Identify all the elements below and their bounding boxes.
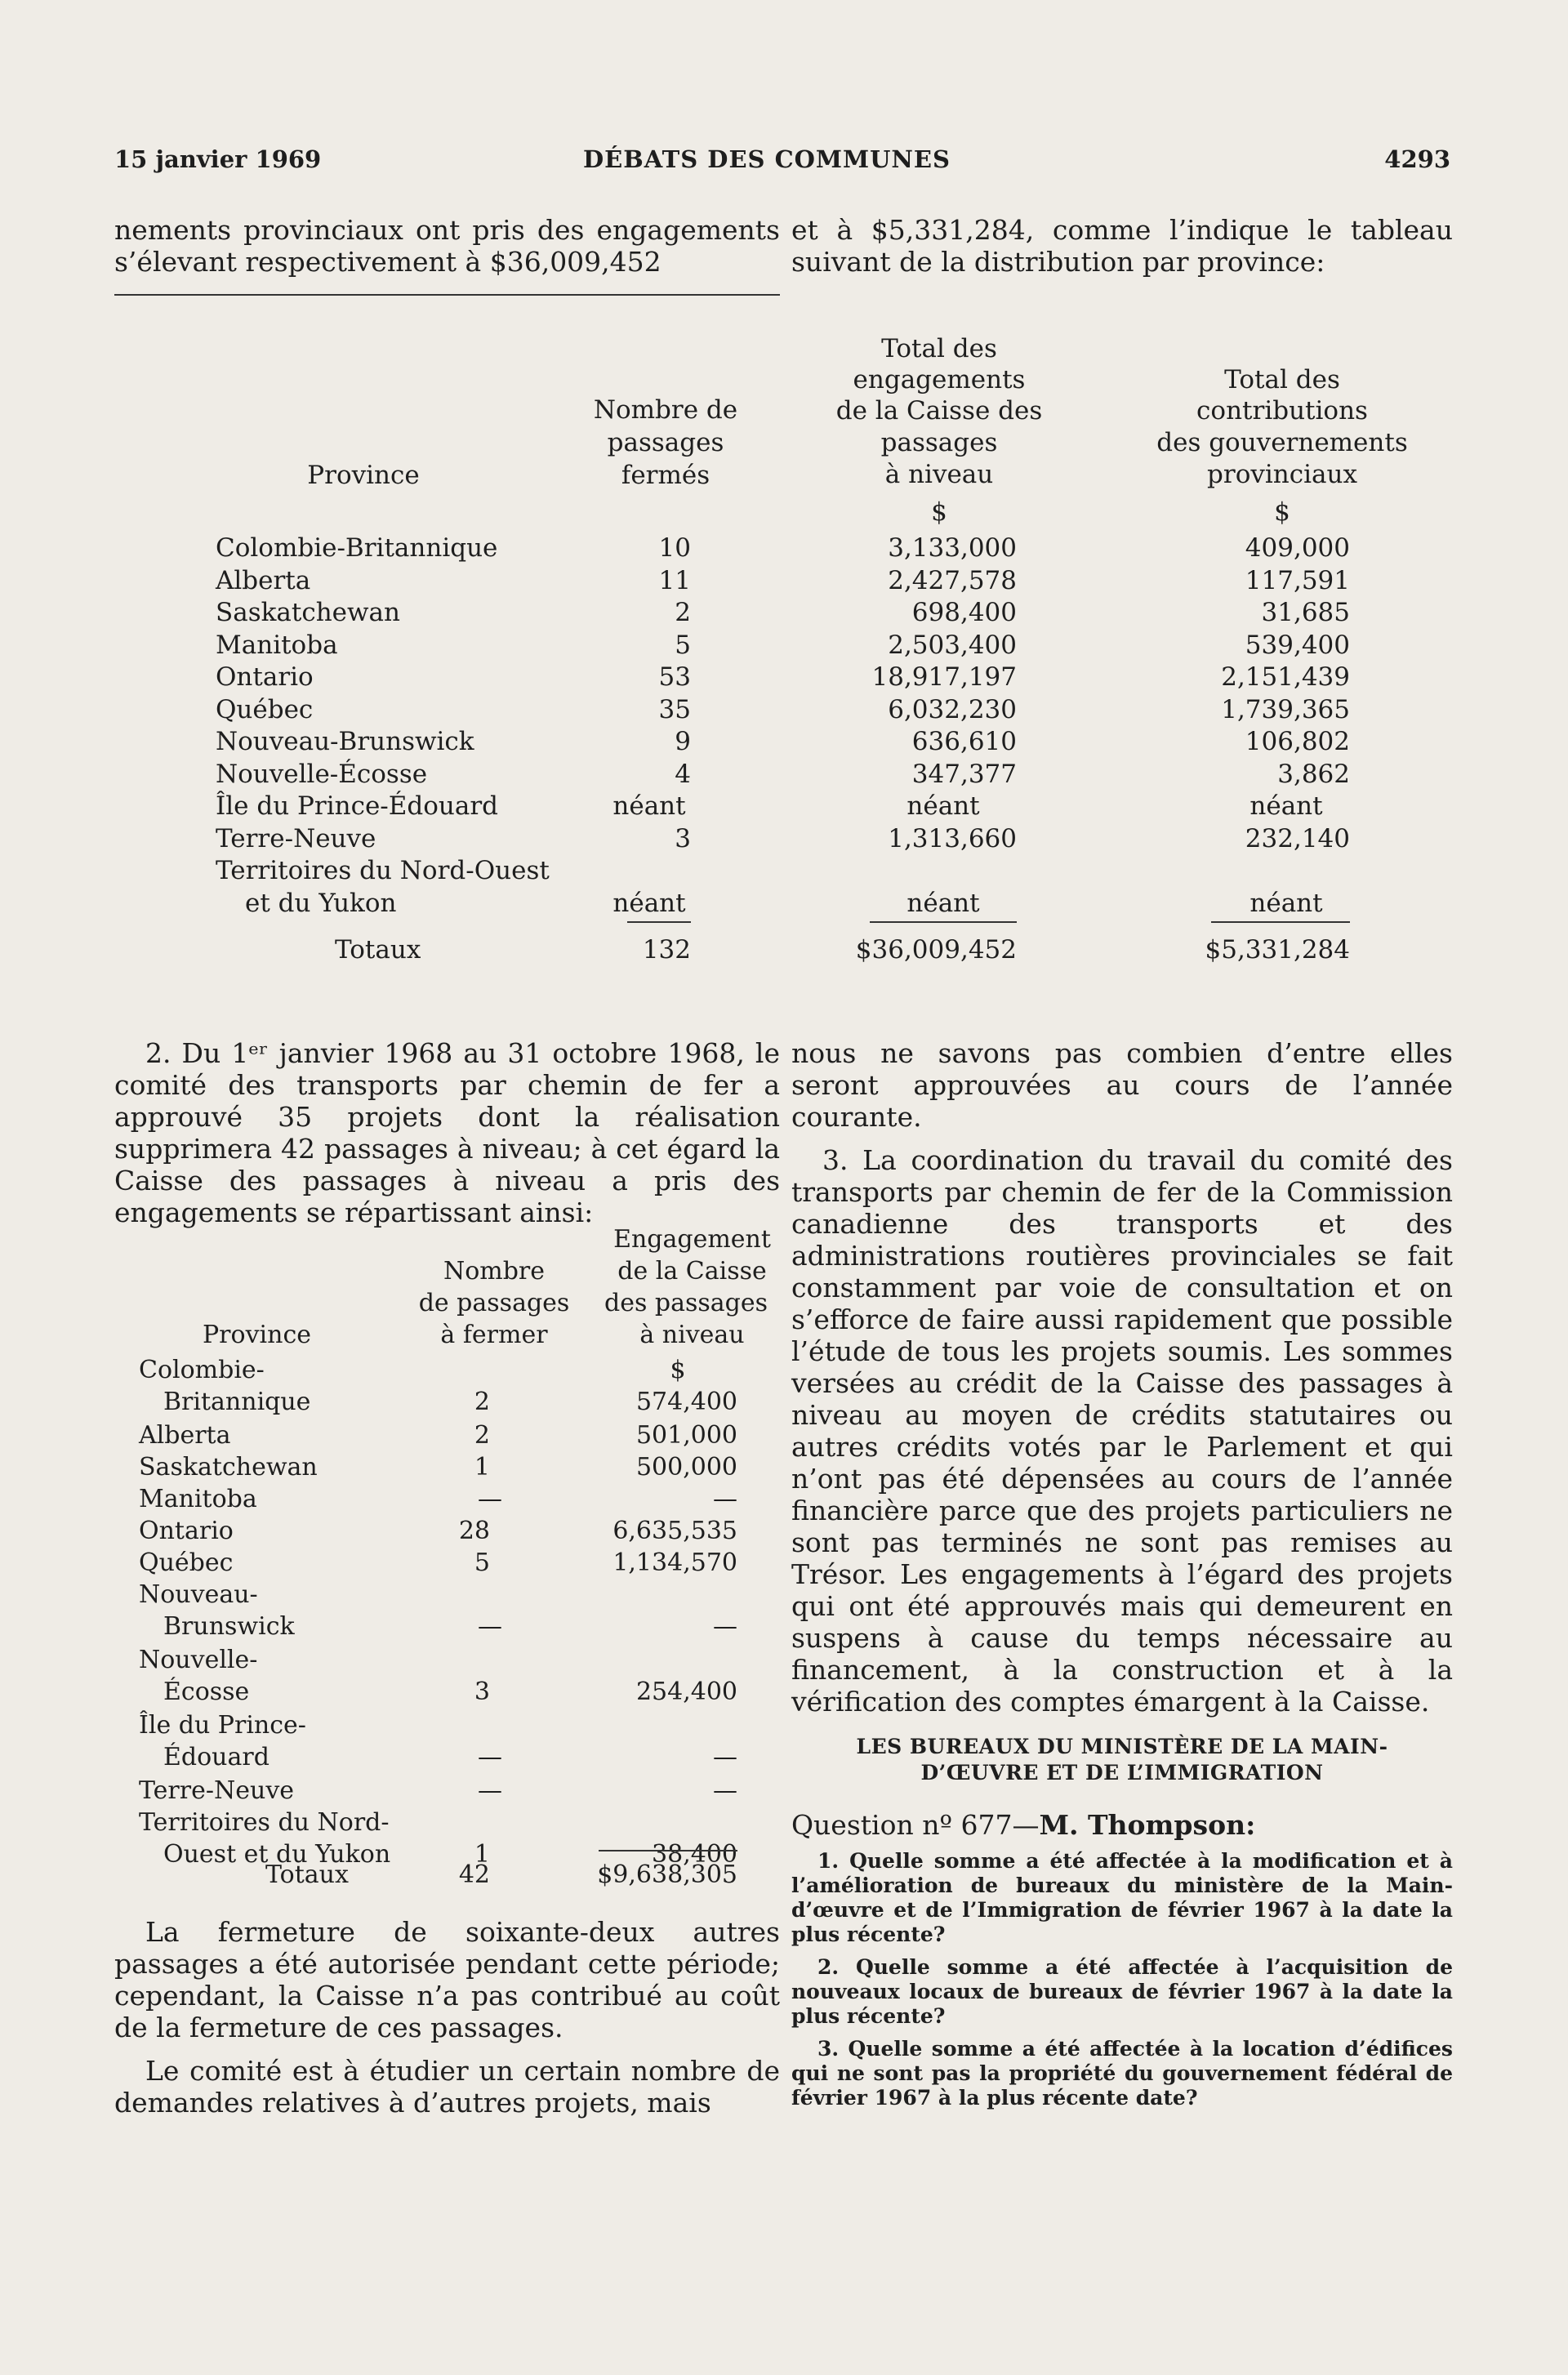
t1-dollar-caisse: $: [931, 497, 947, 527]
t1-caisse-cell: 347,377: [911, 759, 1017, 789]
t2-passages-cell: 2: [474, 1421, 490, 1450]
question-2: 2. Quelle somme a été affectée à l’acquisition de nouveaux locaux de bureaux de février 1967 à la date la plus récente?: [791, 1955, 1453, 2028]
t1-caisse-cell: 2,503,400: [888, 630, 1017, 660]
t1-passages-cell: 5: [675, 630, 691, 660]
t1-passages-cell: 4: [675, 759, 691, 789]
t1-passages-cell: 2: [675, 598, 691, 627]
question-1: 1. Quelle somme a été affectée à la modification et à l’amélioration de bureaux du ministère de la Main-d’œuvre et de l’Immigration de février 1967 à la date la plus récente?: [791, 1849, 1453, 1946]
t1-dollar-contrib: $: [1274, 497, 1290, 527]
t1-province-cell: Alberta: [216, 565, 311, 595]
left-paragraph-4: Le comité est à étudier un certain nombre de demandes relatives à d’autres projets, mais: [114, 2055, 780, 2119]
t2-caisse-cell: —: [713, 1485, 737, 1513]
t2-province-cell: Nouveau-: [139, 1580, 258, 1609]
t1-contrib-cell: 106,802: [1245, 727, 1350, 756]
t1-total-caisse: $36,009,452: [855, 935, 1017, 965]
t2-province-cell: Manitoba: [139, 1485, 257, 1513]
t1-province-cell: Île du Prince-Édouard: [216, 791, 499, 821]
t2-passages-cell: —: [478, 1485, 502, 1513]
t2-province-cell: Ouest et du Yukon: [163, 1840, 391, 1869]
t1-contrib-cell: 539,400: [1245, 630, 1350, 660]
section-title-line-1: LES BUREAUX DU MINISTÈRE DE LA MAIN-: [856, 1735, 1388, 1758]
t1-total-passages: 132: [642, 935, 691, 965]
t2-passages-cell: 3: [474, 1678, 490, 1706]
t1-header-caisse-5: à niveau: [884, 460, 994, 489]
t1-rule-caisse: [870, 921, 1017, 923]
page-number: 4293: [1384, 145, 1450, 173]
t1-rule-contrib: [1211, 921, 1350, 923]
t2-caisse-cell: 38,400: [652, 1840, 737, 1869]
t1-header-caisse-1: Total des: [881, 334, 997, 363]
t1-header-contrib-1: Total des: [1224, 365, 1340, 394]
t1-passages-cell: 10: [658, 533, 691, 563]
t1-passages-cell: 53: [658, 662, 691, 692]
t1-contrib-cell: 3,862: [1277, 759, 1350, 789]
t2-caisse-cell: —: [713, 1612, 737, 1641]
t1-province-cell: Nouvelle-Écosse: [216, 759, 428, 789]
t1-caisse-cell: 698,400: [911, 598, 1017, 627]
t1-passages-cell: 11: [658, 565, 691, 595]
t1-contrib-cell: 117,591: [1245, 565, 1350, 595]
t2-passages-cell: —: [478, 1612, 502, 1641]
t1-caisse-cell: 18,917,197: [871, 662, 1017, 692]
t1-caisse-cell: 2,427,578: [888, 565, 1017, 595]
question-author: M. Thompson:: [1039, 1809, 1256, 1841]
t2-province-cell: Colombie-: [139, 1356, 265, 1384]
t2-province-cell: Saskatchewan: [139, 1453, 318, 1482]
t2-header-province: Province: [203, 1321, 312, 1349]
t1-contrib-cell: néant: [1250, 888, 1323, 918]
question-heading: [791, 1809, 1453, 1841]
section-title-line-2: D’ŒUVRE ET DE L’IMMIGRATION: [920, 1761, 1324, 1785]
t1-contrib-cell: 232,140: [1245, 823, 1350, 853]
section-title: [791, 1734, 1453, 1786]
t1-contrib-cell: 1,739,365: [1221, 694, 1350, 724]
right-paragraph-1: nous ne savons pas combien d’entre elles seront approuvées au cours de l’année courante.: [791, 1037, 1453, 1133]
t1-province-cell: Terre-Neuve: [216, 823, 376, 853]
t1-caisse-cell: 636,610: [911, 727, 1017, 756]
t1-header-contrib-3: des gouvernements: [1156, 428, 1408, 457]
t1-caisse-cell: néant: [906, 888, 980, 918]
t1-province-cell: Manitoba: [216, 630, 338, 660]
t1-passages-cell: 35: [658, 694, 691, 724]
t2-passages-cell: 1: [474, 1453, 490, 1482]
t1-header-passages-1: Nombre de: [593, 395, 738, 425]
t2-header-passages-1: Nombre: [443, 1257, 546, 1286]
header-title: DÉBATS DES COMMUNES: [583, 145, 951, 173]
t2-header-caisse-2: de la Caisse: [617, 1257, 767, 1286]
t2-caisse-cell: 574,400: [635, 1388, 737, 1416]
t1-province-cell: Colombie-Britannique: [216, 533, 498, 563]
t1-caisse-cell: 6,032,230: [888, 694, 1017, 724]
t2-passages-cell: 5: [474, 1548, 490, 1577]
t2-caisse-cell: —: [713, 1776, 737, 1805]
t1-total-label: Totaux: [335, 935, 421, 965]
t2-total-caisse: $9,638,305: [597, 1860, 737, 1889]
t1-province-cell: Ontario: [216, 662, 314, 692]
question-3: 3. Quelle somme a été affectée à la location d’édifices qui ne sont pas la propriété du gouvernement fédéral de février 1967 à la plus récente date?: [791, 2037, 1453, 2110]
t1-contrib-cell: 409,000: [1245, 533, 1350, 563]
t1-contrib-cell: 31,685: [1261, 598, 1350, 627]
t2-province-cell: Territoires du Nord-: [139, 1808, 390, 1837]
right-paragraph-2: 3. La coordination du travail du comité des transports par chemin de fer de la Commission canadienne des transports et des administrations routières provinciales se fait constamment par voie de consultation et on s’efforce de faire aussi rapidement que possible l’étude de tous les projets soumis. Les sommes versées au crédit de la Caisse des passages à niveau au moyen de crédits statutaires ou autres crédits votés par le Parlement et qui n’ont pas été dépensées au cours de l’année financière parce que des projets particuliers ne sont pas terminés ne sont pas remises au Trésor. Les engagements à l’égard des projets qui ont été approuvés mais qui demeurent en suspens à cause du temps nécessaire au financement, à la construction et à la vérification des comptes émargent à la Caisse.: [791, 1144, 1453, 1718]
t1-header-passages-3: fermés: [621, 461, 710, 490]
t1-header-contrib-2: contributions: [1196, 396, 1368, 426]
left-paragraph-3: La fermeture de soixante-deux autres passages a été autorisée pendant cette période; cependant, la Caisse n’a pas contribué au coût de la fermeture de ces passages.: [114, 1916, 780, 2043]
t2-province-cell: Britannique: [163, 1388, 311, 1416]
t2-passages-cell: —: [478, 1776, 502, 1805]
t2-province-cell: Ontario: [139, 1517, 234, 1545]
t1-caisse-cell: néant: [906, 791, 980, 821]
t1-header-province: Province: [307, 461, 420, 490]
t2-caisse-cell: 501,000: [635, 1421, 737, 1450]
t1-contrib-cell: 2,151,439: [1221, 662, 1350, 692]
t1-caisse-cell: 1,313,660: [888, 823, 1017, 853]
t1-header-caisse-2: engagements: [853, 365, 1026, 394]
header-date: 15 janvier 1969: [114, 145, 322, 173]
t1-header-caisse-4: passages: [880, 428, 998, 457]
t1-passages-cell: néant: [612, 791, 686, 821]
t1-province-cell: et du Yukon: [245, 888, 397, 918]
t2-passages-cell: 1: [474, 1840, 490, 1869]
t1-header-caisse-3: de la Caisse des: [835, 396, 1043, 426]
t2-passages-cell: 2: [474, 1388, 490, 1416]
t2-rule-caisse: [599, 1850, 737, 1851]
t2-province-cell: Québec: [139, 1548, 234, 1577]
t1-header-contrib-4: provinciaux: [1207, 460, 1357, 489]
t2-caisse-cell: 1,134,570: [612, 1548, 737, 1577]
t1-passages-cell: 9: [675, 727, 691, 756]
t1-province-cell: Territoires du Nord-Ouest: [216, 856, 550, 885]
t2-passages-cell: 28: [458, 1517, 490, 1545]
intro-left-text: nements provinciaux ont pris des engagements s’élevant respectivement à $36,009,452: [114, 214, 780, 278]
intro-right-text: et à $5,331,284, comme l’indique le tableau suivant de la distribution par province:: [791, 214, 1453, 278]
t2-caisse-cell: 254,400: [635, 1678, 737, 1706]
t2-caisse-cell: 500,000: [635, 1453, 737, 1482]
t2-dollar: $: [670, 1356, 686, 1384]
t2-province-cell: Île du Prince-: [139, 1711, 306, 1740]
t2-province-cell: Brunswick: [163, 1612, 295, 1641]
t1-province-cell: Saskatchewan: [216, 598, 401, 627]
t2-province-cell: Terre-Neuve: [139, 1776, 295, 1805]
t2-province-cell: Édouard: [163, 1743, 270, 1771]
right-column-bottom: [791, 1037, 1453, 2119]
t1-header-passages-2: passages: [607, 428, 724, 457]
question-number: Question nº 677—: [791, 1809, 1040, 1841]
t2-header-caisse-3: des passages: [604, 1289, 768, 1317]
t1-total-contrib: $5,331,284: [1205, 935, 1350, 965]
t1-caisse-cell: 3,133,000: [888, 533, 1017, 563]
left-column-end: [114, 1916, 780, 2130]
t2-province-cell: Alberta: [139, 1421, 231, 1450]
t1-passages-cell: néant: [612, 888, 686, 918]
t2-total-label: Totaux: [265, 1860, 349, 1889]
left-paragraph-2: 2. Du 1ᵉʳ janvier 1968 au 31 octobre 1968, le comité des transports par chemin de fer a approuvé 35 projets dont la réalisation supprimera 42 passages à niveau; à cet égard la Caisse des passages à niveau a pris des engagements se répartissant ainsi:: [114, 1037, 780, 1228]
t2-header-passages-2: de passages: [418, 1289, 570, 1317]
t1-passages-cell: 3: [675, 823, 691, 853]
t2-province-cell: Écosse: [163, 1678, 250, 1706]
t1-contrib-cell: néant: [1250, 791, 1323, 821]
t2-passages-cell: —: [478, 1743, 502, 1771]
t2-province-cell: Nouvelle-: [139, 1646, 258, 1674]
t2-total-passages: 42: [458, 1860, 490, 1889]
t1-province-cell: Nouveau-Brunswick: [216, 727, 474, 756]
t1-province-cell: Québec: [216, 694, 314, 724]
t2-caisse-cell: —: [713, 1743, 737, 1771]
t2-header-passages-3: à fermer: [440, 1321, 548, 1349]
t2-header-caisse-4: à niveau: [639, 1321, 745, 1349]
t2-caisse-cell: 6,635,535: [612, 1517, 737, 1545]
t2-header-caisse-1: Engagement: [613, 1225, 771, 1254]
